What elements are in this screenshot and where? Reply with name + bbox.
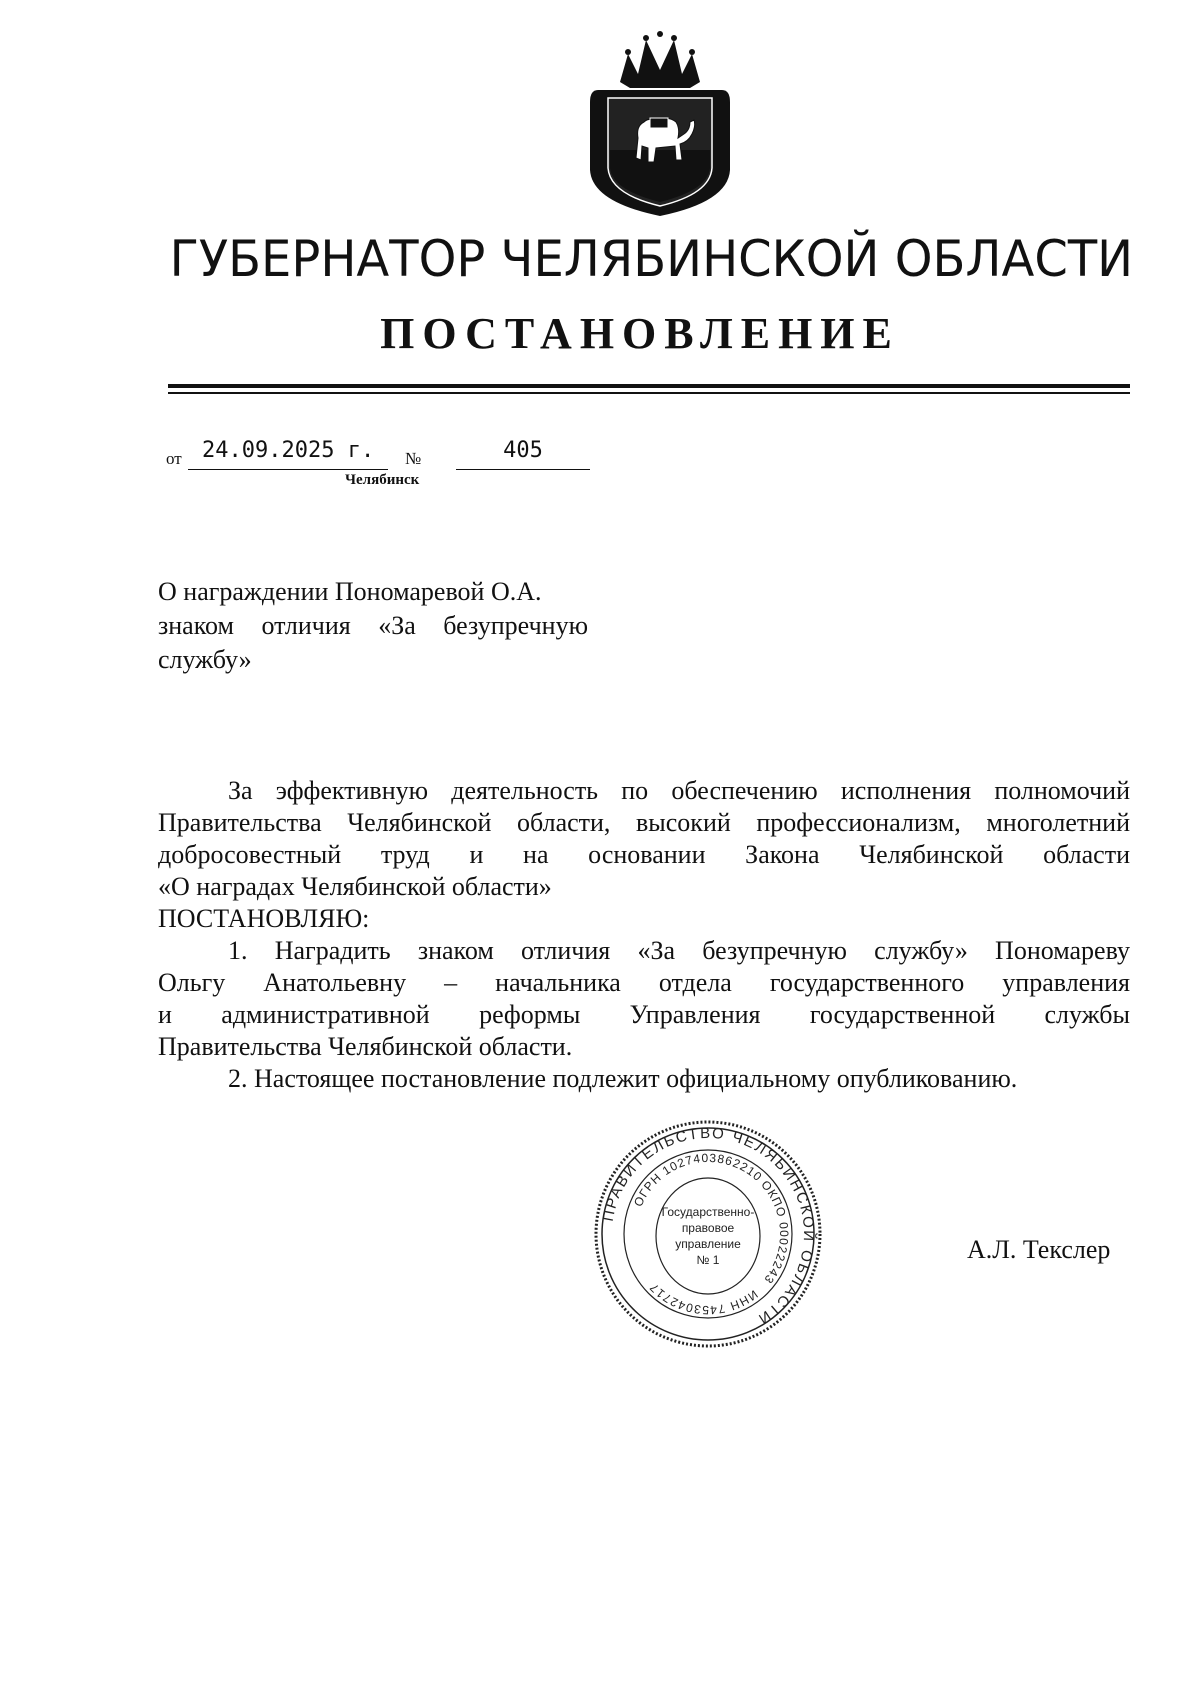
- document-date: 24.09.2025 г.: [188, 438, 388, 470]
- seal-center-line: № 1: [696, 1253, 720, 1267]
- signer-name: А.Л. Текслер: [967, 1235, 1111, 1264]
- official-seal: [592, 1118, 824, 1350]
- coat-of-arms-icon: [580, 30, 740, 220]
- document-number: 405: [456, 438, 590, 470]
- body-line: «О наградах Челябинской области»: [158, 872, 552, 901]
- seal-center-line: управление: [675, 1237, 741, 1251]
- date-prefix: от: [166, 449, 182, 468]
- seal-inner-text: ИНН 7453042717: [646, 1279, 761, 1318]
- body-line: 2. Настоящее постановление подлежит официальному опубликованию.: [228, 1064, 1018, 1093]
- body-line: Правительства Челябинской области, высокий профессионализм, многолетний: [158, 808, 1130, 837]
- document-body: [158, 775, 1130, 1095]
- number-prefix: №: [405, 449, 422, 468]
- header-rule-thin: [168, 392, 1130, 394]
- body-line: 1. Наградить знаком отличия «За безупречную службу» Пономареву: [228, 936, 1130, 965]
- subject-line: службу»: [158, 645, 252, 674]
- body-line: добросовестный труд и на основании Закона Челябинской области: [158, 840, 1130, 869]
- svg-text:ИНН 7453042717: [646, 1280, 760, 1317]
- body-line: Ольгу Анатольевну – начальника отдела государственного управления: [158, 968, 1130, 997]
- subject-line: знаком отличия «За безупречную: [158, 611, 588, 640]
- seal-inner-text: ОГРН 1027403862210: [630, 1150, 766, 1209]
- seal-outer-text: ПРАВИТЕЛЬСТВО ЧЕЛЯБИНСКОЙ ОБЛАСТИ: [599, 1124, 818, 1329]
- document-city: Челябинск: [345, 472, 420, 488]
- body-line: Правительства Челябинской области.: [158, 1032, 573, 1061]
- document-type: ПОСТАНОВЛЕНИЕ: [380, 309, 900, 358]
- svg-text:ОКПО 00022243: [758, 1178, 791, 1287]
- seal-center-line: правовое: [681, 1221, 735, 1235]
- body-line: За эффективную деятельность по обеспечению исполнения полномочий: [228, 776, 1130, 805]
- authority-title: ГУБЕРНАТОР ЧЕЛЯБИНСКОЙ ОБЛАСТИ: [169, 230, 1134, 288]
- body-line: и административной реформы Управления государственной службы: [158, 1000, 1130, 1029]
- header-rule-thick: [168, 384, 1130, 388]
- subject-line: О награждении Пономаревой О.А.: [158, 577, 542, 606]
- document-subject: [158, 575, 588, 677]
- seal-center-line: Государственно-: [661, 1205, 755, 1219]
- decree-word: ПОСТАНОВЛЯЮ:: [158, 904, 370, 933]
- seal-inner-text: ОКПО 00022243: [758, 1177, 792, 1287]
